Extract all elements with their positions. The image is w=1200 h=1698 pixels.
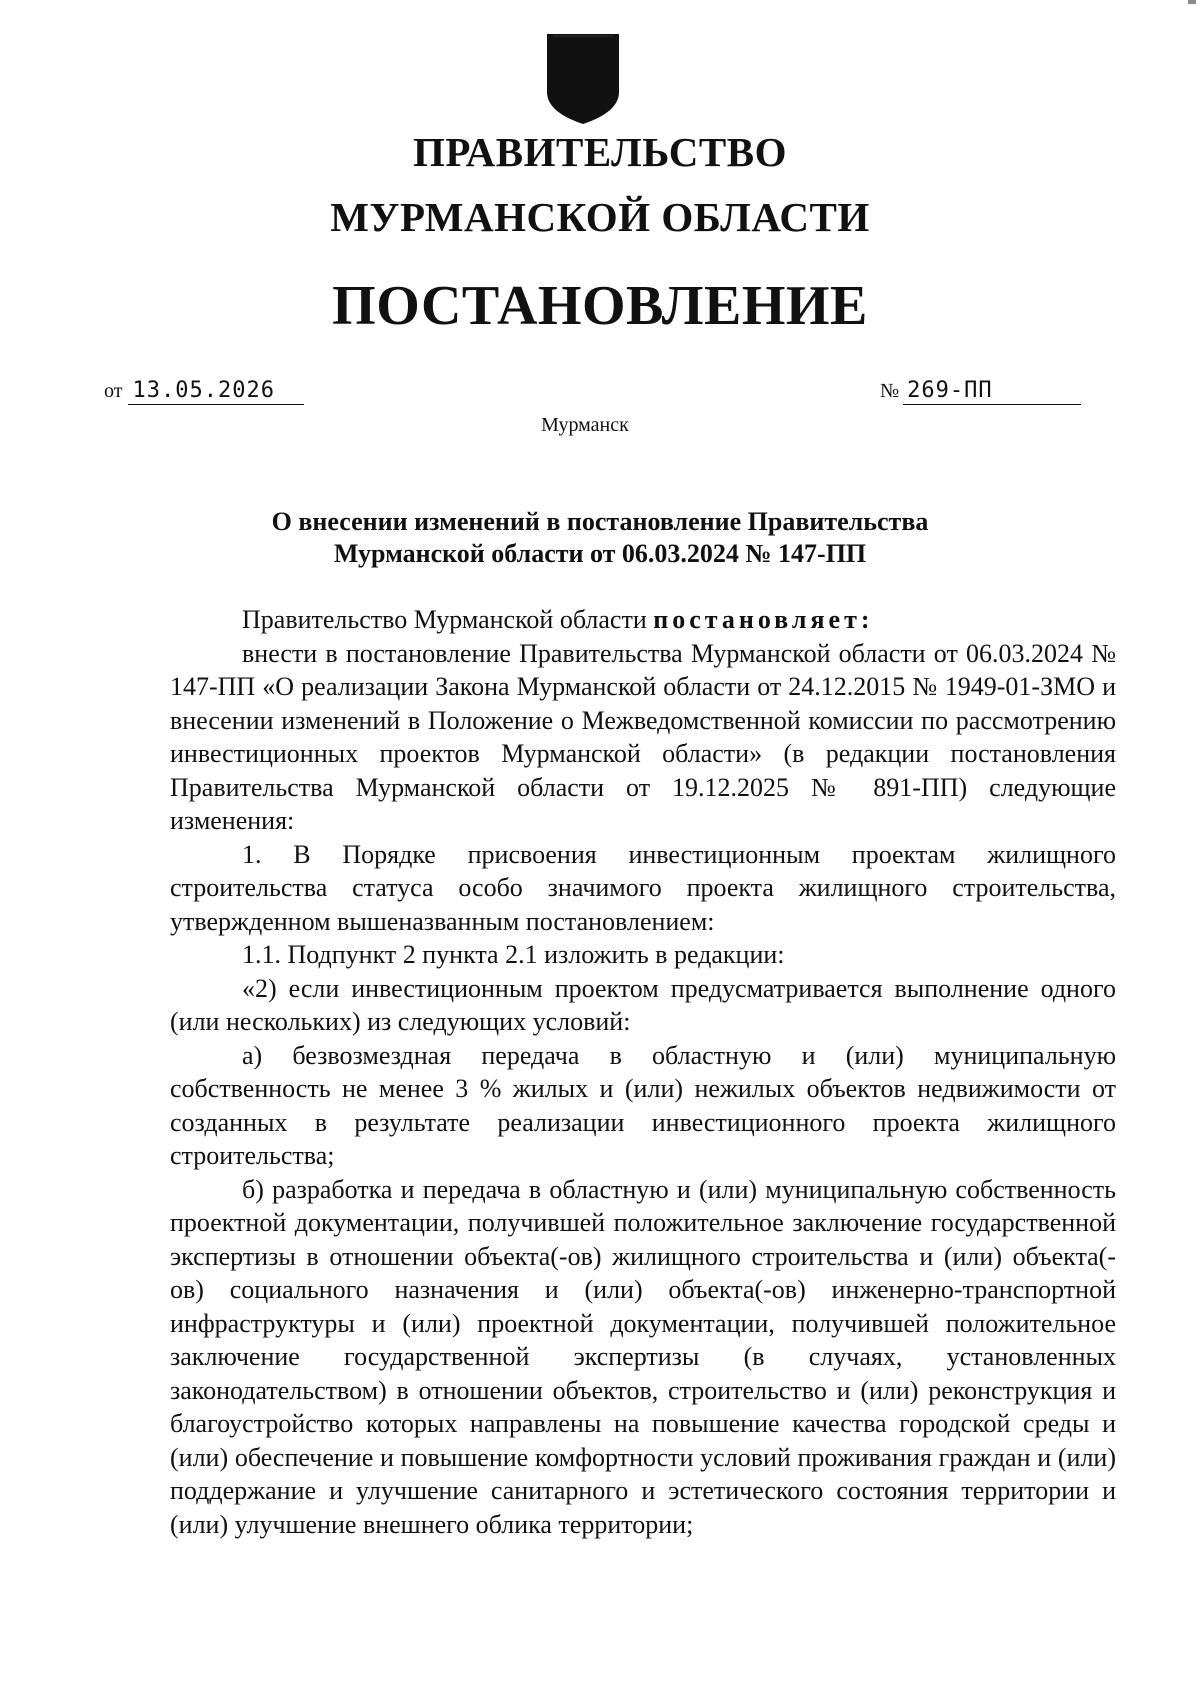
document-title xyxy=(170,506,1030,570)
document-number: 269-ПП xyxy=(903,378,1081,405)
title-line2: Мурманской области от 06.03.2024 № 147-ПП xyxy=(333,539,867,568)
document-date: 13.05.2026 xyxy=(128,378,304,405)
date-field xyxy=(104,378,304,405)
paragraph-2: 1. В Порядке присвоения инвестиционным проектам жилищного строительства статуса особо значимого проекта жилищного строительства, утвержденном вышеназванным постановлением: xyxy=(170,839,1116,936)
title-line1: О внесении изменений в постановление Правительства xyxy=(271,507,929,536)
paragraph-1: внести в постановление Правительства Мурманской области от 06.03.2024 № 147-ПП «О реализации Закона Мурманской области от 24.12.2015 № 1949-01-ЗМО и внесении изменений в Положение о Межведомственной комиссии по рассмотрению инвестиционных проектов Мурманской области» (в редакции постановления Правительства Мурманской области от 19.12.2025 № 891-ПП) следующие изменения: xyxy=(170,638,1116,835)
paragraph-5: а) безвозмездная передача в областную и (или) муниципальную собственность не менее 3 % жилых и (или) нежилых объектов недвижимости от созданных в результате реализации инвестиционного проекта жилищного строительства; xyxy=(170,1040,1116,1170)
coat-of-arms-emblem xyxy=(543,30,623,126)
organization-name-line2: МУРМАНСКОЙ ОБЛАСТИ xyxy=(330,194,870,240)
scan-edge-mark xyxy=(1188,0,1196,4)
number-prefix: № xyxy=(880,380,900,402)
document-body xyxy=(170,603,1116,1541)
organization-name-line1: ПРАВИТЕЛЬСТВО xyxy=(412,129,788,175)
number-field xyxy=(880,378,1081,405)
document-type-heading: ПОСТАНОВЛЕНИЕ xyxy=(332,275,868,337)
paragraph-4: «2) если инвестиционным проектом предусматривается выполнение одного (или нескольких) из следующих условий: xyxy=(170,973,1116,1036)
preamble-text: Правительство Мурманской области xyxy=(242,605,654,634)
city-name: Мурманск xyxy=(541,414,629,436)
preamble xyxy=(170,603,1116,637)
paragraph-6: б) разработка и передача в областную и (или) муниципальную собственность проектной документации, получившей положительное заключение государственной экспертизы в отношении объекта(-ов) жилищного строительства и (или) объекта(-ов) социального назначения и (или) объекта(-ов) инженерно-транспортной инфраструктуры и (или) проектной документации, получившей положительное заключение государственной экспертизы (в случаях, установленных законодательством) в отношении объектов, строительство и (или) реконструкция и благоустройство которых направлены на повышение качества городской среды и (или) обеспечение и повышение комфортности условий проживания граждан и (или) поддержание и улучшение санитарного и эстетического состояния территории и (или) улучшение внешнего облика территории; xyxy=(170,1174,1116,1539)
paragraph-3: 1.1. Подпункт 2 пункта 2.1 изложить в редакции: xyxy=(242,940,785,969)
date-prefix: от xyxy=(104,380,123,402)
preamble-verb: постановляет: xyxy=(653,605,874,634)
